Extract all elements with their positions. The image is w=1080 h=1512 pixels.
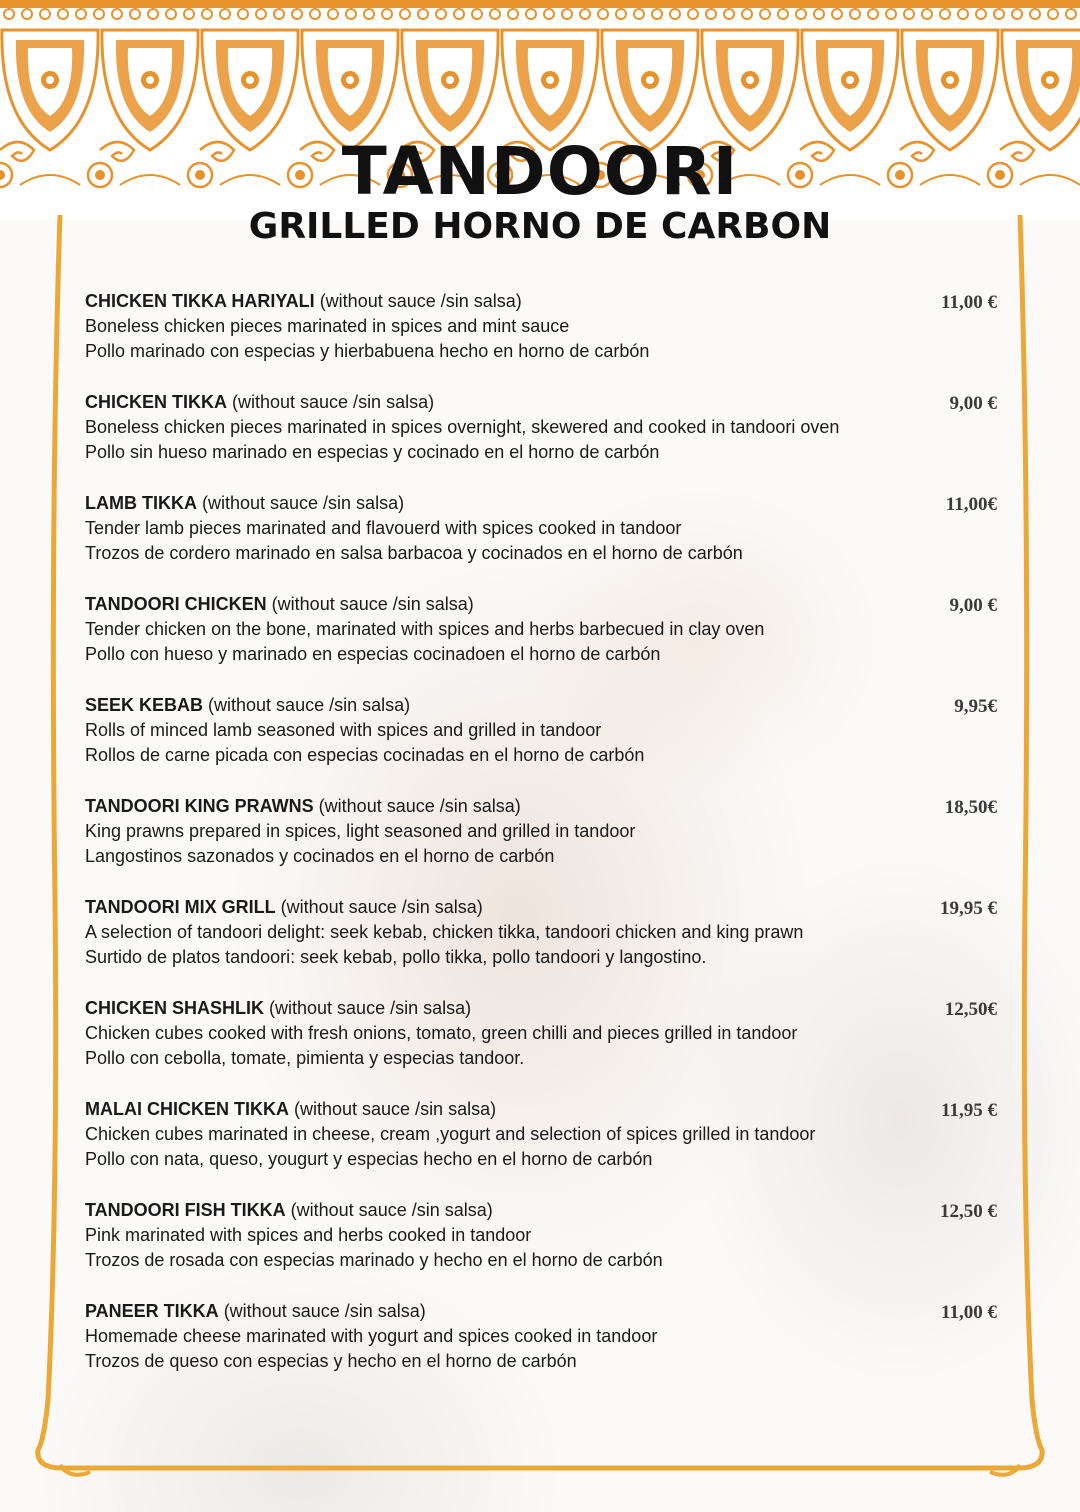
item-name: TANDOORI KING PRAWNS bbox=[85, 796, 314, 816]
item-name: MALAI CHICKEN TIKKA bbox=[85, 1099, 289, 1119]
item-description-en: A selection of tandoori delight: seek kebab, chicken tikka, tandoori chicken and king prawn bbox=[85, 922, 804, 942]
item-heading bbox=[85, 491, 1000, 516]
item-name: TANDOORI MIX GRILL bbox=[85, 897, 276, 917]
menu-item bbox=[85, 693, 1000, 794]
item-name: CHICKEN TIKKA HARIYALI bbox=[85, 291, 315, 311]
item-name: LAMB TIKKA bbox=[85, 493, 197, 513]
item-description-en: Tender chicken on the bone, marinated with spices and herbs barbecued in clay oven bbox=[85, 619, 765, 639]
menu-list bbox=[85, 289, 1000, 1400]
menu-item bbox=[85, 289, 1000, 390]
item-description-es: Pollo con hueso y marinado en especias cocinadoen el horno de carbón bbox=[85, 644, 661, 664]
item-price: 12,50 € bbox=[940, 1201, 997, 1222]
item-name: PANEER TIKKA bbox=[85, 1301, 219, 1321]
item-description-en: King prawns prepared in spices, light seasoned and grilled in tandoor bbox=[85, 821, 636, 841]
item-price: 9,00 € bbox=[949, 595, 997, 616]
item-heading bbox=[85, 1198, 1000, 1223]
item-description-en: Tender lamb pieces marinated and flavouerd with spices cooked in tandoor bbox=[85, 518, 682, 538]
item-description-en: Chicken cubes cooked with fresh onions, tomato, green chilli and pieces grilled in tandoor bbox=[85, 1023, 798, 1043]
menu-item bbox=[85, 1198, 1000, 1299]
item-description-en: Chicken cubes marinated in cheese, cream ,yogurt and selection of spices grilled in tandoor bbox=[85, 1124, 816, 1144]
item-name: CHICKEN TIKKA bbox=[85, 392, 227, 412]
item-price: 11,00 € bbox=[941, 1302, 997, 1323]
item-name: TANDOORI CHICKEN bbox=[85, 594, 267, 614]
item-price: 11,00€ bbox=[945, 494, 997, 515]
menu-item bbox=[85, 794, 1000, 895]
item-heading bbox=[85, 794, 1000, 819]
item-note: (without sauce /sin salsa) bbox=[227, 392, 435, 412]
item-price: 11,00 € bbox=[941, 292, 997, 313]
menu-item bbox=[85, 996, 1000, 1097]
item-note: (without sauce /sin salsa) bbox=[203, 695, 411, 715]
item-name: CHICKEN SHASHLIK bbox=[85, 998, 265, 1018]
item-name: TANDOORI FISH TIKKA bbox=[85, 1200, 286, 1220]
page-subtitle: GRILLED HORNO DE CARBON bbox=[248, 206, 832, 247]
menu-item bbox=[85, 491, 1000, 592]
item-heading bbox=[85, 289, 1000, 314]
item-description-es: Langostinos sazonados y cocinados en el horno de carbón bbox=[85, 846, 555, 866]
page-title: TANDOORI bbox=[341, 133, 739, 210]
item-price: 11,95 € bbox=[941, 1100, 997, 1121]
item-description-en: Boneless chicken pieces marinated in spices and mint sauce bbox=[85, 316, 570, 336]
item-note: (without sauce /sin salsa) bbox=[264, 998, 472, 1018]
item-heading bbox=[85, 693, 1000, 718]
item-note: (without sauce /sin salsa) bbox=[314, 291, 522, 311]
menu-item bbox=[85, 592, 1000, 693]
item-description-es: Trozos de queso con especias y hecho en el horno de carbón bbox=[85, 1351, 577, 1371]
item-description-en: Boneless chicken pieces marinated in spices overnight, skewered and cooked in tandoori oven bbox=[85, 417, 840, 437]
item-heading bbox=[85, 996, 1000, 1021]
item-note: (without sauce /sin salsa) bbox=[218, 1301, 426, 1321]
menu-item bbox=[85, 895, 1000, 996]
item-price: 12,50€ bbox=[944, 999, 997, 1020]
item-description-es: Pollo con nata, queso, yougurt y especias hecho en el horno de carbón bbox=[85, 1149, 653, 1169]
item-price: 9,00 € bbox=[949, 393, 997, 414]
item-description-en: Pink marinated with spices and herbs cooked in tandoor bbox=[85, 1225, 532, 1245]
item-note: (without sauce /sin salsa) bbox=[285, 1200, 493, 1220]
item-price: 19,95 € bbox=[940, 898, 997, 919]
item-note: (without sauce /sin salsa) bbox=[266, 594, 474, 614]
item-heading bbox=[85, 592, 1000, 617]
item-description-es: Trozos de rosada con especias marinado y hecho en el horno de carbón bbox=[85, 1250, 663, 1270]
item-description-es: Pollo sin hueso marinado en especias y cocinado en el horno de carbón bbox=[85, 442, 660, 462]
item-note: (without sauce /sin salsa) bbox=[313, 796, 521, 816]
item-heading bbox=[85, 895, 1000, 920]
menu-item bbox=[85, 1299, 1000, 1400]
item-heading bbox=[85, 1299, 1000, 1324]
item-description-es: Rollos de carne picada con especias cocinadas en el horno de carbón bbox=[85, 745, 645, 765]
item-description-es: Pollo con cebolla, tomate, pimienta y especias tandoor. bbox=[85, 1048, 525, 1068]
item-name: SEEK KEBAB bbox=[85, 695, 204, 715]
item-note: (without sauce /sin salsa) bbox=[275, 897, 483, 917]
item-description-es: Surtido de platos tandoori: seek kebab, pollo tikka, pollo tandoori y langostino. bbox=[85, 947, 707, 967]
item-description-es: Trozos de cordero marinado en salsa barbacoa y cocinados en el horno de carbón bbox=[85, 543, 743, 563]
item-price: 18,50€ bbox=[944, 797, 997, 818]
menu-item bbox=[85, 1097, 1000, 1198]
item-heading bbox=[85, 1097, 1000, 1122]
item-description-en: Homemade cheese marinated with yogurt and spices cooked in tandoor bbox=[85, 1326, 658, 1346]
menu-item bbox=[85, 390, 1000, 491]
item-note: (without sauce /sin salsa) bbox=[289, 1099, 497, 1119]
item-price: 9,95€ bbox=[954, 696, 997, 717]
item-description-en: Rolls of minced lamb seasoned with spices and grilled in tandoor bbox=[85, 720, 602, 740]
item-description-es: Pollo marinado con especias y hierbabuena hecho en horno de carbón bbox=[85, 341, 650, 361]
item-note: (without sauce /sin salsa) bbox=[196, 493, 405, 513]
item-heading bbox=[85, 390, 1000, 415]
